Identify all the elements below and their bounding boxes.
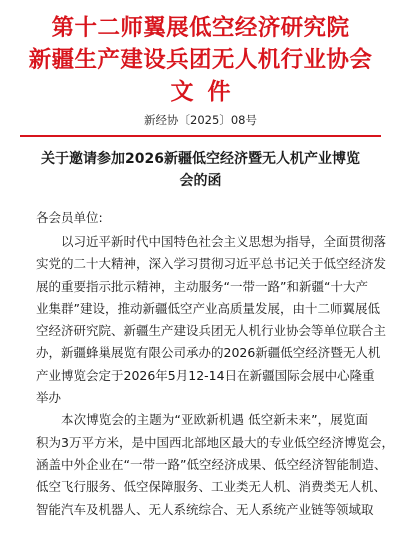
salutation: 各会员单位:	[36, 210, 103, 225]
body-line: 以习近平新时代中国特色社会主义思想为指导，全面贯彻落	[61, 234, 387, 249]
red-divider-line	[20, 135, 381, 137]
body-line: 展的重要指示批示精神，主动服务“一带一路”和新疆“十大产	[36, 278, 368, 294]
body-line: 产业博览会定于2026年5月12-14日在新疆国际会展中心隆重	[36, 367, 375, 383]
body-line: 空经济研究院、新疆生产建设兵团无人机行业协会等单位联合主	[36, 323, 387, 339]
paragraph	[36, 231, 387, 409]
paragraph	[36, 409, 394, 520]
body-line: 举办	[36, 390, 62, 406]
body-line: 智能汽车及机器人、无人系统综合、无人系统产业链等领域取	[36, 501, 374, 517]
body-line: 积为3万平方米，是中国西北部地区最大的专业低空经济博览会，	[36, 434, 394, 450]
letterhead-org-1: 第十二师翼展低空经济研究院	[51, 15, 350, 41]
letterhead	[0, 12, 401, 108]
body-line: 涵盖中外企业在“一带一路”低空经济成果、低空经济智能制造、	[36, 456, 387, 472]
letterhead-org-2: 新疆生产建设兵团无人机行业协会	[28, 47, 373, 73]
letterhead-document-label: 文件	[170, 79, 245, 105]
document-title-line: 会的函	[179, 173, 222, 189]
body-line: 本次博览会的主题为“亚欧新机遇 低空新未来”，展览面	[61, 412, 368, 428]
document-title-line: 关于邀请参加2026新疆低空经济暨无人机产业博览	[41, 151, 360, 167]
body-line: 办，新疆蜂巢展览有限公司承办的2026新疆低空经济暨无人机	[36, 345, 381, 361]
body-line: 业集群”建设，推动新疆低空产业高质量发展，由十二师翼展低	[36, 300, 380, 316]
document-number: 新经协〔2025〕08号	[144, 113, 257, 127]
document-title	[30, 148, 371, 192]
body-line: 低空飞行服务、低空保障服务、工业类无人机、消费类无人机、	[36, 479, 387, 495]
body-line: 实党的二十大精神，深入学习贯彻习近平总书记关于低空经济发	[36, 256, 387, 272]
letter-body	[36, 231, 394, 521]
